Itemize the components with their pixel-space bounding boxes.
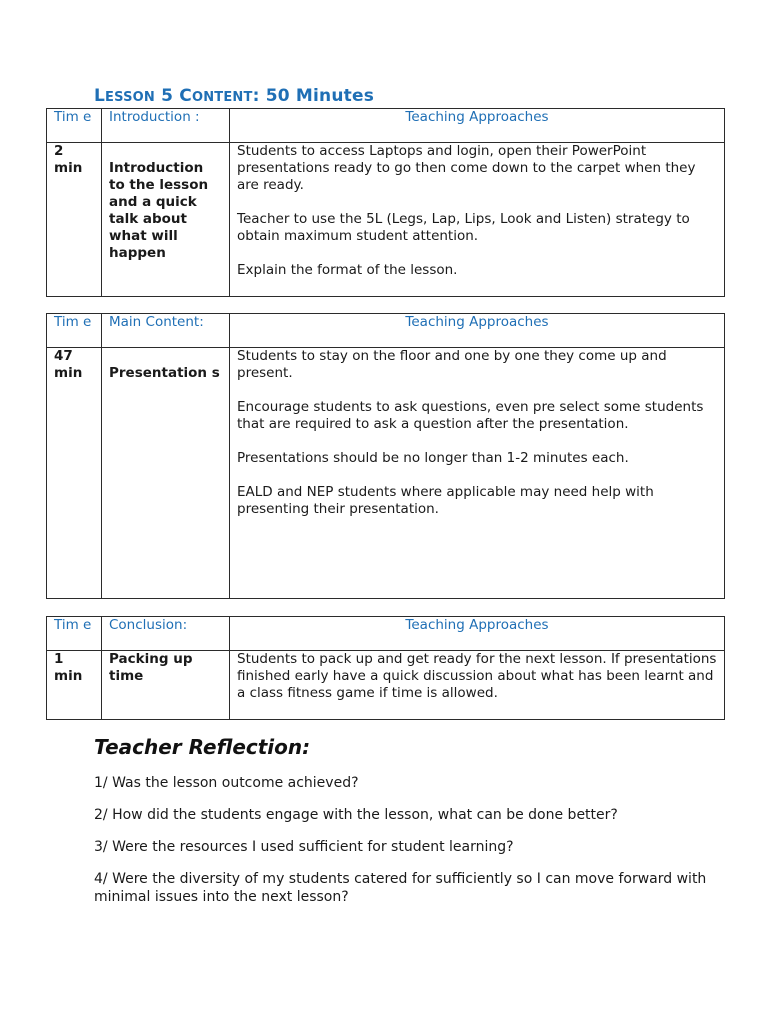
topic-header: Conclusion:	[102, 617, 230, 651]
main-content-body-row	[47, 348, 725, 599]
reflection-question: 3/ Were the resources I used sufficient for student learning?	[94, 839, 514, 855]
approach-paragraph: Students to access Laptops and login, open their PowerPoint presentations ready to go then come down to the carpet when they are ready.	[237, 143, 696, 193]
approach-paragraph: Explain the format of the lesson.	[237, 262, 458, 278]
approach-header: Teaching Approaches	[230, 109, 725, 143]
topic-cell: Packing up time	[102, 651, 230, 720]
approach-paragraph: Students to pack up and get ready for the next lesson. If presentations finished early have a quick discussion about what has been learnt and a class fitness game if time is allowed.	[237, 651, 717, 701]
approach-paragraph: Teacher to use the 5L (Legs, Lap, Lips, Look and Listen) strategy to obtain maximum student attention.	[237, 211, 690, 244]
conclusion-header-row	[47, 617, 725, 651]
heading-content-initial: C	[179, 86, 192, 106]
main-content-table	[46, 313, 725, 599]
approach-cell	[230, 143, 725, 297]
conclusion-table	[46, 616, 725, 720]
approach-cell	[230, 651, 725, 720]
heading-lesson-number: 5	[155, 86, 180, 106]
heading-lesson-rest: ESSON	[105, 90, 155, 105]
time-cell: 47 min	[47, 348, 102, 599]
topic-header: Main Content:	[102, 314, 230, 348]
heading-lesson-initial: L	[94, 86, 106, 106]
conclusion-body-row	[47, 651, 725, 720]
approach-header: Teaching Approaches	[230, 617, 725, 651]
time-header: Tim e	[47, 109, 102, 143]
topic-cell: Introduction to the lesson and a quick talk about what will happen	[102, 143, 230, 297]
time-cell: 1 min	[47, 651, 102, 720]
approach-cell	[230, 348, 725, 599]
reflection-question: 4/ Were the diversity of my students catered for sufficiently so I can move forward with minimal issues into the next lesson?	[94, 871, 707, 905]
time-header: Tim e	[47, 617, 102, 651]
introduction-body-row	[47, 143, 725, 297]
approach-paragraph: Presentations should be no longer than 1-2 minutes each.	[237, 450, 629, 466]
introduction-table	[46, 108, 725, 297]
approach-paragraph: Encourage students to ask questions, even pre select some students that are required to ask a question after the presentation.	[237, 399, 704, 432]
topic-cell: Presentation s	[102, 348, 230, 599]
reflection-question: 2/ How did the students engage with the lesson, what can be done better?	[94, 807, 618, 823]
time-header: Tim e	[47, 314, 102, 348]
lesson-heading	[94, 86, 374, 106]
approach-paragraph: EALD and NEP students where applicable may need help with presenting their presentation.	[237, 484, 654, 517]
heading-duration: : 50 Minutes	[252, 86, 375, 106]
main-content-header-row	[47, 314, 725, 348]
topic-header: Introduction :	[102, 109, 230, 143]
reflection-question: 1/ Was the lesson outcome achieved?	[94, 775, 359, 791]
time-cell: 2 min	[47, 143, 102, 297]
approach-header: Teaching Approaches	[230, 314, 725, 348]
reflection-title: Teacher Reflection:	[94, 735, 311, 759]
approach-paragraph: Students to stay on the floor and one by one they come up and present.	[237, 348, 667, 381]
heading-content-rest: ONTENT	[191, 90, 253, 105]
introduction-header-row	[47, 109, 725, 143]
